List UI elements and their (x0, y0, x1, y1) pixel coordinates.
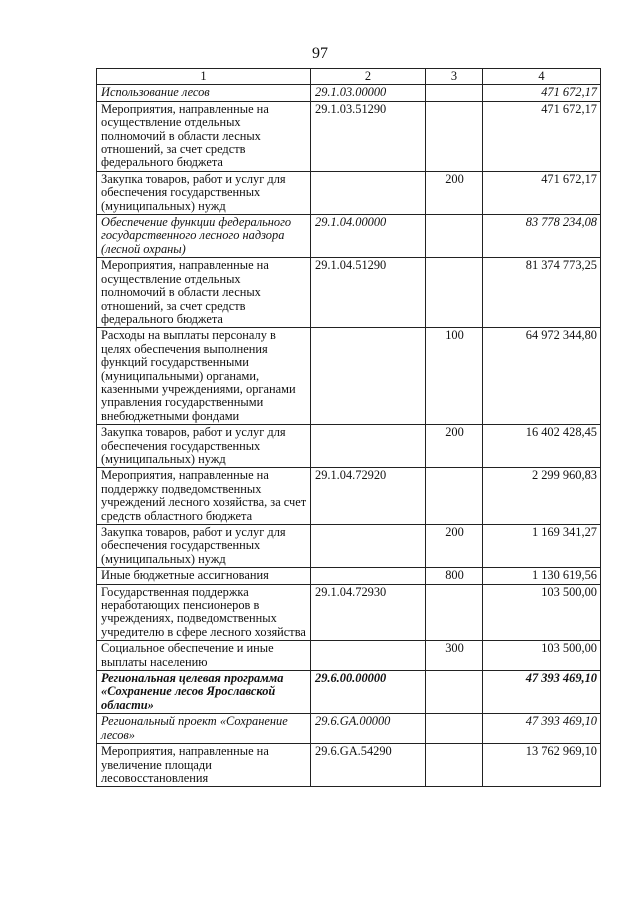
row-amount: 16 402 428,45 (483, 425, 601, 468)
row-amount: 13 762 969,10 (483, 744, 601, 787)
table-row (97, 525, 601, 568)
row-code: 29.1.04.51290 (311, 258, 426, 328)
row-code (311, 525, 426, 568)
row-code: 29.1.04.72920 (311, 468, 426, 525)
row-expense-type (426, 468, 483, 525)
table-row (97, 584, 601, 641)
table-row (97, 85, 601, 101)
table-header-row (97, 69, 601, 85)
row-amount: 471 672,17 (483, 171, 601, 214)
row-amount: 47 393 469,10 (483, 671, 601, 714)
row-code (311, 171, 426, 214)
row-code (311, 425, 426, 468)
budget-table (96, 68, 601, 787)
table-row (97, 568, 601, 584)
row-name: Мероприятия, направленные на поддержку подведомственных учреждений лесного хозяйства, за счет средств областного бюджета (97, 468, 311, 525)
row-amount: 103 500,00 (483, 641, 601, 671)
table-row (97, 468, 601, 525)
row-code: 29.6.GA.00000 (311, 714, 426, 744)
table-row (97, 641, 601, 671)
row-expense-type: 100 (426, 328, 483, 425)
row-name: Социальное обеспечение и иные выплаты населению (97, 641, 311, 671)
table-row (97, 425, 601, 468)
row-name: Обеспечение функции федерального государственного лесного надзора (лесной охраны) (97, 215, 311, 258)
table-row (97, 101, 601, 171)
row-code: 29.6.00.00000 (311, 671, 426, 714)
table-row (97, 744, 601, 787)
row-amount: 64 972 344,80 (483, 328, 601, 425)
row-expense-type: 200 (426, 425, 483, 468)
row-amount: 471 672,17 (483, 101, 601, 171)
row-expense-type (426, 671, 483, 714)
row-name: Региональная целевая программа «Сохранение лесов Ярославской области» (97, 671, 311, 714)
row-expense-type: 200 (426, 171, 483, 214)
row-name: Расходы на выплаты персоналу в целях обеспечения выполнения функций государственными (муниципальными) органами, казенными учреждениями, органами управления государственными внебюджетными фондами (97, 328, 311, 425)
row-code: 29.6.GA.54290 (311, 744, 426, 787)
row-expense-type (426, 101, 483, 171)
row-code: 29.1.03.00000 (311, 85, 426, 101)
row-amount: 1 169 341,27 (483, 525, 601, 568)
header-col-1: 1 (97, 69, 311, 85)
row-amount: 2 299 960,83 (483, 468, 601, 525)
table-row (97, 671, 601, 714)
table-row (97, 258, 601, 328)
row-name: Мероприятия, направленные на осуществление отдельных полномочий в области лесных отношений, за счет средств федерального бюджета (97, 258, 311, 328)
row-expense-type (426, 584, 483, 641)
row-amount: 47 393 469,10 (483, 714, 601, 744)
row-expense-type: 200 (426, 525, 483, 568)
row-name: Закупка товаров, работ и услуг для обеспечения государственных (муниципальных) нужд (97, 425, 311, 468)
row-code (311, 641, 426, 671)
row-code: 29.1.04.72930 (311, 584, 426, 641)
page-number: 97 (312, 45, 328, 62)
row-expense-type: 300 (426, 641, 483, 671)
row-amount: 1 130 619,56 (483, 568, 601, 584)
row-expense-type (426, 714, 483, 744)
row-name: Закупка товаров, работ и услуг для обеспечения государственных (муниципальных) нужд (97, 171, 311, 214)
row-name: Мероприятия, направленные на увеличение площади лесовосстановления (97, 744, 311, 787)
row-code (311, 568, 426, 584)
row-code (311, 328, 426, 425)
table-row (97, 714, 601, 744)
row-amount: 103 500,00 (483, 584, 601, 641)
row-code: 29.1.04.00000 (311, 215, 426, 258)
row-expense-type (426, 744, 483, 787)
header-col-3: 3 (426, 69, 483, 85)
header-col-4: 4 (483, 69, 601, 85)
table-row (97, 215, 601, 258)
header-col-2: 2 (311, 69, 426, 85)
row-name: Государственная поддержка неработающих пенсионеров в учреждениях, подведомственных учредителю в сфере лесного хозяйства (97, 584, 311, 641)
row-expense-type: 800 (426, 568, 483, 584)
row-name: Закупка товаров, работ и услуг для обеспечения государственных (муниципальных) нужд (97, 525, 311, 568)
row-amount: 83 778 234,08 (483, 215, 601, 258)
row-name: Мероприятия, направленные на осуществление отдельных полномочий в области лесных отношений, за счет средств федерального бюджета (97, 101, 311, 171)
table-row (97, 171, 601, 214)
row-name: Иные бюджетные ассигнования (97, 568, 311, 584)
row-expense-type (426, 215, 483, 258)
table-row (97, 328, 601, 425)
row-name: Региональный проект «Сохранение лесов» (97, 714, 311, 744)
row-amount: 471 672,17 (483, 85, 601, 101)
row-amount: 81 374 773,25 (483, 258, 601, 328)
row-code: 29.1.03.51290 (311, 101, 426, 171)
row-expense-type (426, 85, 483, 101)
row-expense-type (426, 258, 483, 328)
row-name: Использование лесов (97, 85, 311, 101)
